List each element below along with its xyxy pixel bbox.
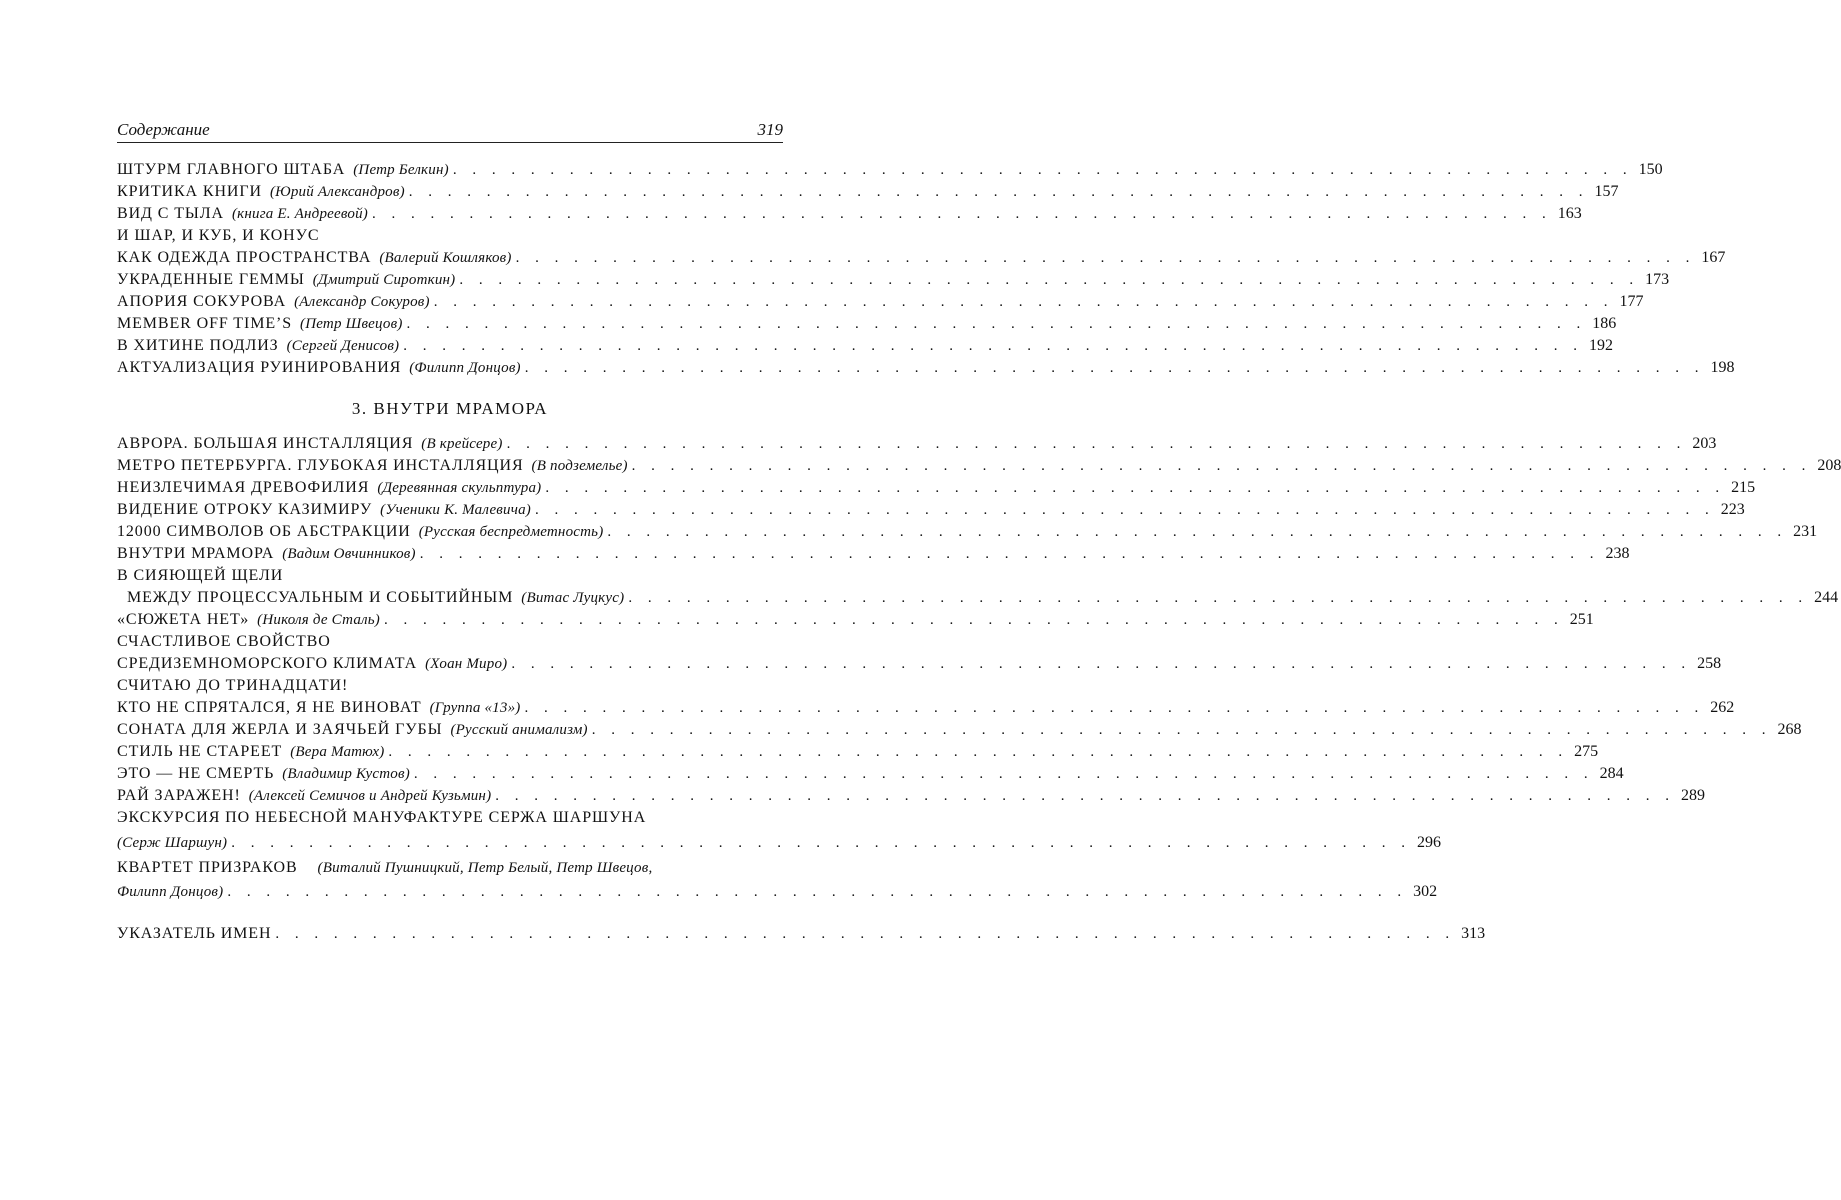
entry-author: (Сергей Денисов) — [286, 338, 400, 354]
entry-title: ВНУТРИ МРАМОРА — [117, 545, 275, 562]
entry-title: АВРОРА. БОЛЬШАЯ ИНСТАЛЛЯЦИЯ — [117, 435, 414, 452]
entry-title: РАЙ ЗАРАЖЕН! — [117, 787, 241, 804]
dot-leader: . . . . . . . . . . . . . . . . . . . . . . . . . . . . . . . . . . . . . . . . . . . . . . . . . . . . . . . . . . . . . — [607, 524, 1788, 540]
toc-entry — [117, 455, 1841, 477]
entry-author: (Витас Луцкус) — [521, 590, 625, 606]
entry-title: УКРАДЕННЫЕ ГЕММЫ — [117, 271, 305, 288]
entry-page-number: 177 — [1619, 293, 1644, 310]
entry-page-number: 262 — [1710, 699, 1735, 716]
toc-entry — [117, 159, 1663, 181]
entry-title: ЭТО — НЕ СМЕРТЬ — [117, 765, 275, 782]
dot-leader: . . . . . . . . . . . . . . . . . . . . . . . . . . . . . . . . . . . . . . . . . . . . . . . . . . . . . . . . . . . . . — [403, 338, 1583, 354]
entry-author: (Дмитрий Сироткин) — [312, 272, 456, 288]
toc-entry — [117, 653, 1722, 675]
toc-list — [117, 159, 1841, 945]
entry-title: ВИДЕНИЕ ОТРОКУ КАЗИМИРУ — [117, 501, 373, 518]
toc-entry — [117, 521, 1818, 543]
entry-page-number: 231 — [1793, 523, 1818, 540]
entry-title: УКАЗАТЕЛЬ ИМЕН — [117, 925, 272, 942]
entry-author: (Николя де Сталь) — [257, 612, 380, 628]
entry-page-number: 223 — [1720, 501, 1745, 518]
entry-page-number: 157 — [1594, 183, 1619, 200]
entry-title: MEMBER OFF TIME’S — [117, 315, 293, 332]
entry-author: (Петр Швецов) — [300, 316, 403, 332]
entry-author: (Алексей Семичов и Андрей Кузьмин) — [248, 788, 492, 804]
entry-page-number: 167 — [1701, 249, 1726, 266]
entry-author: (Владимир Кустов) — [282, 766, 410, 782]
dot-leader: . . . . . . . . . . . . . . . . . . . . . . . . . . . . . . . . . . . . . . . . . . . . . . . . . . . . . . . . . . . . . — [524, 700, 1705, 716]
toc-entry — [117, 697, 1735, 719]
entry-title-line: И ШАР, И КУБ, И КОНУС — [117, 227, 320, 244]
entry-author: (Группа «13») — [429, 700, 521, 716]
entry-title: КТО НЕ СПРЯТАЛСЯ, Я НЕ ВИНОВАТ — [117, 699, 422, 716]
entry-title: ШТУРМ ГЛАВНОГО ШТАБА — [117, 161, 346, 178]
entry-author: (В подземелье) — [531, 458, 628, 474]
entry-page-number: 289 — [1681, 787, 1706, 804]
entry-title: «СЮЖЕТА НЕТ» — [117, 611, 250, 628]
dot-leader: . . . . . . . . . . . . . . . . . . . . . . . . . . . . . . . . . . . . . . . . . . . . . . . . . . . . . . . . . . . . . — [383, 612, 1564, 628]
entry-author: (Ученики К. Малевича) — [380, 502, 531, 518]
entry-page-number: 275 — [1574, 743, 1599, 760]
dot-leader: . . . . . . . . . . . . . . . . . . . . . . . . . . . . . . . . . . . . . . . . . . . . . . . . . . . . . . . . . . . . . — [506, 436, 1687, 452]
entry-title-line: СЧАСТЛИВОЕ СВОЙСТВО — [117, 633, 331, 650]
entry-author: (Александр Сокуров) — [294, 294, 430, 310]
entry-page-number: 251 — [1569, 611, 1594, 628]
dot-leader: . . . . . . . . . . . . . . . . . . . . . . . . . . . . . . . . . . . . . . . . . . . . . . . . . . . . . . . . . . . . . — [433, 294, 1614, 310]
entry-page-number: 203 — [1692, 435, 1717, 452]
entry-page-number: 302 — [1413, 883, 1438, 900]
section-heading: 3. ВНУТРИ МРАМОРА — [351, 399, 549, 418]
dot-leader: . . . . . . . . . . . . . . . . . . . . . . . . . . . . . . . . . . . . . . . . . . . . . . . . . . . . . . . . . . . . . — [388, 744, 1569, 760]
dot-leader: . . . . . . . . . . . . . . . . . . . . . . . . . . . . . . . . . . . . . . . . . . . . . . . . . . . . . . . . . . . . . — [452, 162, 1633, 178]
toc-entry — [117, 313, 1617, 335]
entry-author: (Серж Шаршун) — [117, 835, 228, 851]
toc-entry — [117, 433, 1717, 455]
entry-page-number: 313 — [1461, 925, 1486, 942]
dot-leader: . . . . . . . . . . . . . . . . . . . . . . . . . . . . . . . . . . . . . . . . . . . . . . . . . . . . . . . . . . . . . — [495, 788, 1676, 804]
running-header — [117, 118, 783, 143]
entry-author: Филипп Донцов) — [117, 884, 224, 900]
entry-author: (Вадим Овчинников) — [282, 546, 416, 562]
toc-entry — [117, 181, 1619, 203]
dot-leader: . . . . . . . . . . . . . . . . . . . . . . . . . . . . . . . . . . . . . . . . . . . . . . . . . . . . . . . . . . . . . — [511, 656, 1692, 672]
entry-author: (книга Е. Андреевой) — [231, 206, 368, 222]
entry-title: КВАРТЕТ ПРИЗРАКОВ — [117, 859, 298, 876]
entry-title: СТИЛЬ НЕ СТАРЕЕТ — [117, 743, 283, 760]
entry-page-number: 186 — [1592, 315, 1617, 332]
toc-entry — [117, 923, 1486, 945]
dot-leader: . . . . . . . . . . . . . . . . . . . . . . . . . . . . . . . . . . . . . . . . . . . . . . . . . . . . . . . . . . . . . — [413, 766, 1594, 782]
toc-entry — [117, 269, 1670, 291]
entry-page-number: 268 — [1777, 721, 1802, 738]
dot-leader: . . . . . . . . . . . . . . . . . . . . . . . . . . . . . . . . . . . . . . . . . . . . . . . . . . . . . . . . . . . . . — [534, 502, 1715, 518]
toc-entry — [117, 477, 1756, 499]
dot-leader: . . . . . . . . . . . . . . . . . . . . . . . . . . . . . . . . . . . . . . . . . . . . . . . . . . . . . . . . . . . . . — [419, 546, 1600, 562]
entry-author: (Хоан Миро) — [425, 656, 508, 672]
entry-title: КРИТИКА КНИГИ — [117, 183, 262, 200]
toc-entry — [117, 741, 1599, 763]
entry-page-number: 173 — [1645, 271, 1670, 288]
entry-page-number: 244 — [1814, 589, 1839, 606]
entry-title-line: ЭКСКУРСИЯ ПО НЕБЕСНОЙ МАНУФАКТУРЕ СЕРЖА ШАРШУНА — [117, 809, 647, 826]
toc-entry — [117, 609, 1594, 631]
entry-page-number: 192 — [1589, 337, 1613, 354]
entry-title: В ХИТИНЕ ПОДЛИЗ — [117, 337, 279, 354]
entry-author: (Юрий Александров) — [269, 184, 405, 200]
entry-title: ВИД С ТЫЛА — [117, 205, 224, 222]
entry-title: СРЕДИЗЕМНОМОРСКОГО КЛИМАТА — [117, 655, 418, 672]
entry-author: (Русская беспредметность) — [418, 524, 604, 540]
entry-page-number: 198 — [1710, 359, 1735, 376]
dot-leader: . . . . . . . . . . . . . . . . . . . . . . . . . . . . . . . . . . . . . . . . . . . . . . . . . . . . . . . . . . . . . — [545, 480, 1726, 496]
dot-leader: . . . . . . . . . . . . . . . . . . . . . . . . . . . . . . . . . . . . . . . . . . . . . . . . . . . . . . . . . . . . . — [231, 835, 1412, 851]
entry-title: 12000 СИМВОЛОВ ОБ АБСТРАКЦИИ — [117, 523, 411, 540]
toc-entry — [117, 832, 1442, 854]
toc-entry — [117, 785, 1706, 807]
toc-entry — [117, 587, 1839, 609]
entry-author: (Деревянная скульптура) — [377, 480, 542, 496]
toc-page — [117, 118, 1841, 945]
toc-entry — [117, 335, 1613, 357]
dot-leader: . . . . . . . . . . . . . . . . . . . . . . . . . . . . . . . . . . . . . . . . . . . . . . . . . . . . . . . . . . . . . — [372, 206, 1552, 222]
header-title: Содержание — [117, 120, 210, 139]
entry-page-number: 284 — [1599, 765, 1624, 782]
entry-title: НЕИЗЛЕЧИМАЯ ДРЕВОФИЛИЯ — [117, 479, 370, 496]
dot-leader: . . . . . . . . . . . . . . . . . . . . . . . . . . . . . . . . . . . . . . . . . . . . . . . . . . . . . . . . . . . . . — [524, 360, 1705, 376]
dot-leader: . . . . . . . . . . . . . . . . . . . . . . . . . . . . . . . . . . . . . . . . . . . . . . . . . . . . . . . . . . . . . — [591, 722, 1772, 738]
entry-page-number: 208 — [1817, 457, 1841, 474]
toc-entry-title-line — [117, 857, 783, 879]
entry-title: КАК ОДЕЖДА ПРОСТРАНСТВА — [117, 249, 372, 266]
entry-page-number: 150 — [1638, 161, 1663, 178]
toc-entry — [117, 247, 1726, 269]
toc-entry — [117, 543, 1630, 565]
toc-entry — [117, 881, 1438, 903]
entry-author: (В крейсере) — [421, 436, 503, 452]
entry-title: МЕТРО ПЕТЕРБУРГА. ГЛУБОКАЯ ИНСТАЛЛЯЦИЯ — [117, 457, 524, 474]
dot-leader: . . . . . . . . . . . . . . . . . . . . . . . . . . . . . . . . . . . . . . . . . . . . . . . . . . . . . . . . . . . . . — [628, 590, 1809, 606]
entry-title-line: СЧИТАЮ ДО ТРИНАДЦАТИ! — [117, 677, 349, 694]
entry-title: АКТУАЛИЗАЦИЯ РУИНИРОВАНИЯ — [117, 359, 402, 376]
entry-author: (Вера Матюх) — [290, 744, 385, 760]
entry-author: (Петр Белкин) — [353, 162, 449, 178]
dot-leader: . . . . . . . . . . . . . . . . . . . . . . . . . . . . . . . . . . . . . . . . . . . . . . . . . . . . . . . . . . . . . — [275, 926, 1456, 942]
toc-entry — [117, 763, 1624, 785]
dot-leader: . . . . . . . . . . . . . . . . . . . . . . . . . . . . . . . . . . . . . . . . . . . . . . . . . . . . . . . . . . . . . — [406, 316, 1587, 332]
toc-entry — [117, 203, 1582, 225]
toc-entry — [117, 291, 1644, 313]
dot-leader: . . . . . . . . . . . . . . . . . . . . . . . . . . . . . . . . . . . . . . . . . . . . . . . . . . . . . . . . . . . . . — [631, 458, 1812, 474]
entry-author: (Виталий Пушницкий, Петр Белый, Петр Швецов, — [317, 860, 653, 876]
toc-entry — [117, 719, 1802, 741]
toc-entry — [117, 357, 1735, 379]
spacer — [117, 903, 783, 923]
entry-author: (Филипп Донцов) — [409, 360, 521, 376]
entry-title: СОНАТА ДЛЯ ЖЕРЛА И ЗАЯЧЬЕЙ ГУБЫ — [117, 721, 443, 738]
dot-leader: . . . . . . . . . . . . . . . . . . . . . . . . . . . . . . . . . . . . . . . . . . . . . . . . . . . . . . . . . . . . . — [227, 884, 1408, 900]
header-page-number: 319 — [757, 120, 783, 139]
entry-page-number: 238 — [1605, 545, 1630, 562]
entry-author: (Валерий Кошляков) — [379, 250, 512, 266]
dot-leader: . . . . . . . . . . . . . . . . . . . . . . . . . . . . . . . . . . . . . . . . . . . . . . . . . . . . . . . . . . . . . — [459, 272, 1640, 288]
entry-page-number: 163 — [1557, 205, 1582, 222]
entry-title: АПОРИЯ СОКУРОВА — [117, 293, 287, 310]
entry-title-line: В СИЯЮЩЕЙ ЩЕЛИ — [117, 567, 284, 584]
entry-author: (Русский анимализм) — [450, 722, 588, 738]
toc-entry — [117, 499, 1745, 521]
entry-page-number: 258 — [1697, 655, 1722, 672]
dot-leader: . . . . . . . . . . . . . . . . . . . . . . . . . . . . . . . . . . . . . . . . . . . . . . . . . . . . . . . . . . . . . — [408, 184, 1589, 200]
entry-page-number: 296 — [1417, 834, 1442, 851]
entry-title: МЕЖДУ ПРОЦЕССУАЛЬНЫМ И СОБЫТИЙНЫМ — [127, 589, 514, 606]
entry-page-number: 215 — [1731, 479, 1756, 496]
dot-leader: . . . . . . . . . . . . . . . . . . . . . . . . . . . . . . . . . . . . . . . . . . . . . . . . . . . . . . . . . . . . . — [515, 250, 1696, 266]
